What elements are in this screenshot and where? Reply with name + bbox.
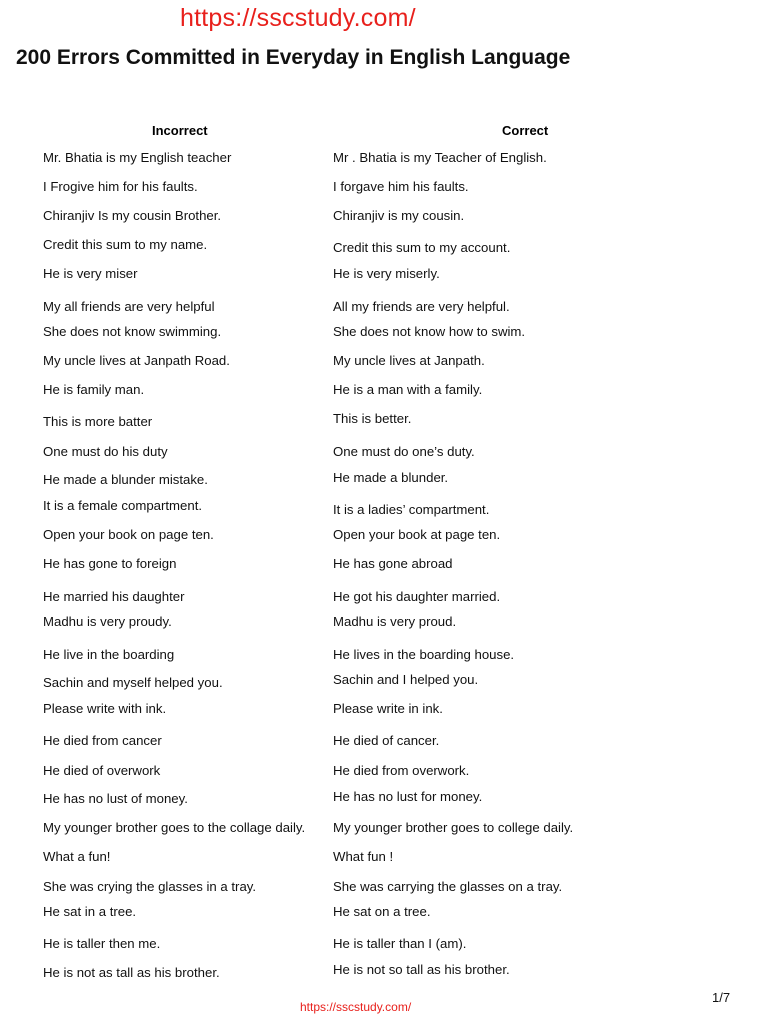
incorrect-sentence: Please write with ink. bbox=[43, 701, 167, 716]
correct-sentence: He died of cancer. bbox=[333, 733, 440, 748]
correct-sentence: My younger brother goes to college daily. bbox=[333, 820, 574, 835]
correct-sentence: What fun ! bbox=[333, 849, 394, 864]
incorrect-sentence: He live in the boarding bbox=[43, 647, 175, 662]
correct-sentence: He sat on a tree. bbox=[333, 904, 431, 919]
correct-sentence: He is very miserly. bbox=[333, 266, 440, 281]
incorrect-sentence: One must do his duty bbox=[43, 444, 168, 459]
correct-sentence: Please write in ink. bbox=[333, 701, 443, 716]
correct-sentence: He is taller than I (am). bbox=[333, 936, 467, 951]
incorrect-sentence: Chiranjiv Is my cousin Brother. bbox=[43, 208, 222, 223]
page-title: 200 Errors Committed in Everyday in English Language bbox=[16, 46, 571, 69]
site-link-header[interactable]: https://sscstudy.com/ bbox=[180, 4, 416, 32]
incorrect-sentence: Credit this sum to my name. bbox=[43, 237, 208, 252]
correct-sentence: He lives in the boarding house. bbox=[333, 647, 515, 662]
correct-sentence: He died from overwork. bbox=[333, 763, 470, 778]
incorrect-sentence: He is very miser bbox=[43, 266, 138, 281]
incorrect-sentence: He has gone to foreign bbox=[43, 556, 177, 571]
correct-sentence: All my friends are very helpful. bbox=[333, 299, 510, 314]
incorrect-sentence: Open your book on page ten. bbox=[43, 527, 214, 542]
correct-sentence: He has no lust for money. bbox=[333, 789, 483, 804]
incorrect-sentence: My younger brother goes to the collage daily. bbox=[43, 820, 306, 835]
correct-sentence: Chiranjiv is my cousin. bbox=[333, 208, 465, 223]
incorrect-sentence: She was crying the glasses in a tray. bbox=[43, 879, 257, 894]
correct-sentence: She was carrying the glasses on a tray. bbox=[333, 879, 563, 894]
incorrect-sentence: He has no lust of money. bbox=[43, 791, 188, 806]
incorrect-sentence: He made a blunder mistake. bbox=[43, 472, 208, 487]
correct-sentence: I forgave him his faults. bbox=[333, 179, 469, 194]
correct-sentence: This is better. bbox=[333, 411, 412, 426]
correct-sentence: It is a ladies’ compartment. bbox=[333, 502, 490, 517]
incorrect-sentence: He married his daughter bbox=[43, 589, 185, 604]
correct-sentence: He got his daughter married. bbox=[333, 589, 501, 604]
correct-sentence: Sachin and I helped you. bbox=[333, 672, 479, 687]
correct-sentence: Credit this sum to my account. bbox=[333, 240, 511, 255]
incorrect-sentence: I Frogive him for his faults. bbox=[43, 179, 198, 194]
incorrect-sentence: He is family man. bbox=[43, 382, 145, 397]
correct-sentence: Mr . Bhatia is my Teacher of English. bbox=[333, 150, 547, 165]
incorrect-sentence: He died of overwork bbox=[43, 763, 161, 778]
incorrect-sentence: My all friends are very helpful bbox=[43, 299, 215, 314]
incorrect-sentence: Sachin and myself helped you. bbox=[43, 675, 223, 690]
correct-sentence: He is not so tall as his brother. bbox=[333, 962, 510, 977]
incorrect-sentence: He died from cancer bbox=[43, 733, 162, 748]
incorrect-sentence: What a fun! bbox=[43, 849, 111, 864]
incorrect-sentence: My uncle lives at Janpath Road. bbox=[43, 353, 230, 368]
correct-sentence: Open your book at page ten. bbox=[333, 527, 501, 542]
incorrect-sentence: It is a female compartment. bbox=[43, 498, 203, 513]
correct-sentence: Madhu is very proud. bbox=[333, 614, 457, 629]
incorrect-sentence: He is taller then me. bbox=[43, 936, 161, 951]
correct-sentence: She does not know how to swim. bbox=[333, 324, 526, 339]
correct-sentence: He is a man with a family. bbox=[333, 382, 483, 397]
correct-sentence: He has gone abroad bbox=[333, 556, 453, 571]
incorrect-sentence: This is more batter bbox=[43, 414, 153, 429]
incorrect-sentence: He is not as tall as his brother. bbox=[43, 965, 220, 980]
correct-sentence: One must do one’s duty. bbox=[333, 444, 475, 459]
incorrect-sentence: Mr. Bhatia is my English teacher bbox=[43, 150, 232, 165]
incorrect-sentence: She does not know swimming. bbox=[43, 324, 222, 339]
column-header-incorrect: Incorrect bbox=[152, 123, 208, 138]
correct-sentence: He made a blunder. bbox=[333, 470, 449, 485]
incorrect-sentence: Madhu is very proudy. bbox=[43, 614, 172, 629]
column-header-correct: Correct bbox=[502, 123, 549, 138]
incorrect-sentence: He sat in a tree. bbox=[43, 904, 137, 919]
site-link-footer[interactable]: https://sscstudy.com/ bbox=[300, 1000, 412, 1014]
correct-sentence: My uncle lives at Janpath. bbox=[333, 353, 485, 368]
page-number: 1/7 bbox=[712, 990, 731, 1005]
